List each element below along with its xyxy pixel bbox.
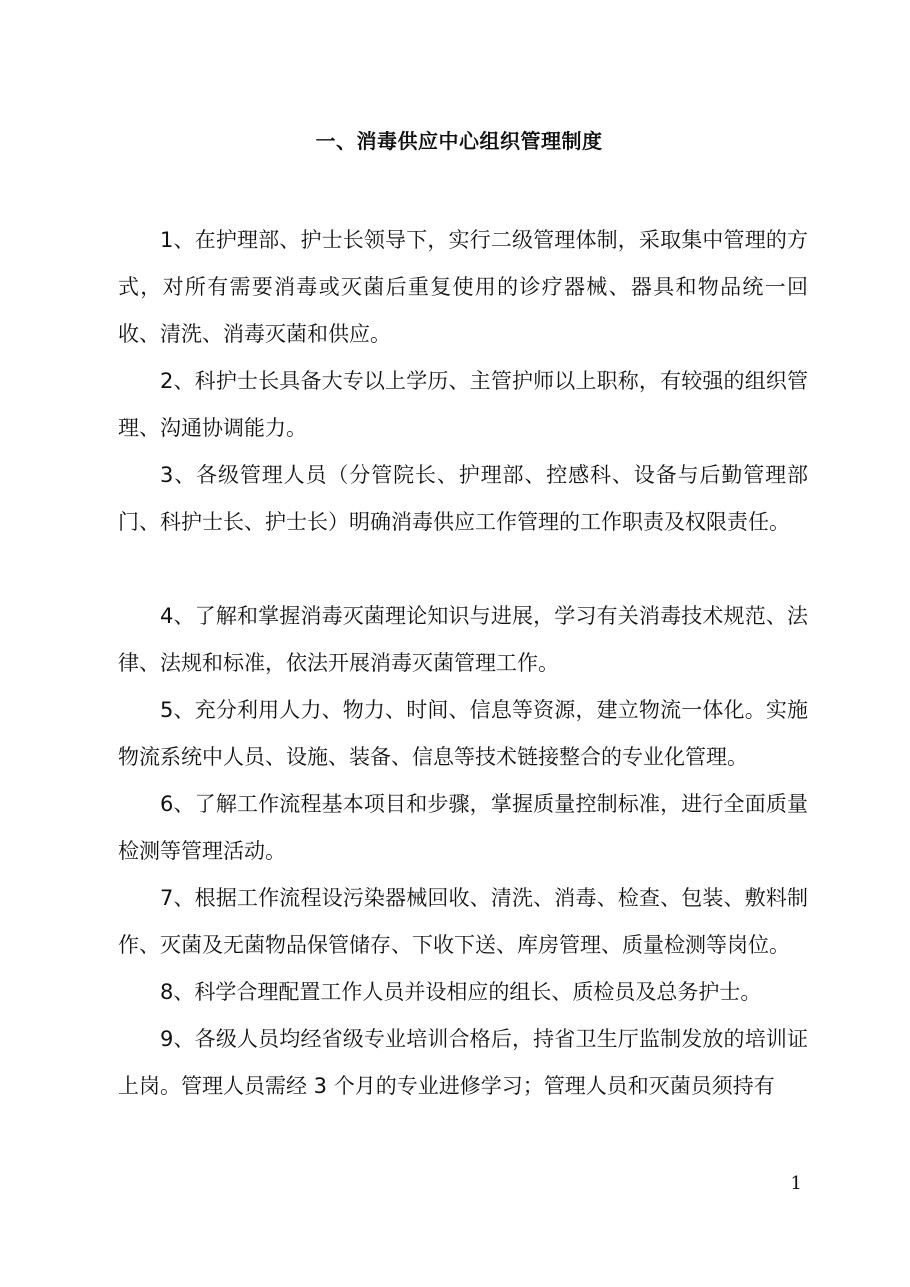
paragraph-2: 2、科护士长具备大专以上学历、主管护师以上职称，有较强的组织管理、沟通协调能力。 <box>118 369 808 440</box>
blank-line <box>118 546 808 593</box>
paragraph-5: 5、充分利用人力、物力、时间、信息等资源，建立物流一体化。实施物流系统中人员、设施、装备、信息等技术链接整合的专业化管理。 <box>118 698 808 769</box>
document-body <box>118 217 808 1110</box>
paragraph-6: 6、了解工作流程基本项目和步骤，掌握质量控制标准，进行全面质量检测等管理活动。 <box>118 792 808 863</box>
paragraph-3: 3、各级管理人员（分管院长、护理部、控感科、设备与后勤管理部门、科护士长、护士长）明确消毒供应工作管理的工作职责及权限责任。 <box>118 463 808 534</box>
document-title: 一、消毒供应中心组织管理制度 <box>315 129 603 153</box>
paragraph-4: 4、了解和掌握消毒灭菌理论知识与进展，学习有关消毒技术规范、法律、法规和标准，依法开展消毒灭菌管理工作。 <box>118 604 808 675</box>
paragraph-7: 7、根据工作流程设污染器械回收、清洗、消毒、检查、包装、敷料制作、灭菌及无菌物品保管储存、下收下送、库房管理、质量检测等岗位。 <box>118 886 808 957</box>
paragraph-1: 1、在护理部、护士长领导下，实行二级管理体制，采取集中管理的方式，对所有需要消毒或灭菌后重复使用的诊疗器械、器具和物品统一回收、清洗、消毒灭菌和供应。 <box>118 228 808 346</box>
page-number: 1 <box>790 1173 802 1194</box>
paragraph-9: 9、各级人员均经省级专业培训合格后，持省卫生厅监制发放的培训证上岗。管理人员需经 3 个月的专业进修学习；管理人员和灭菌员须持有 <box>118 1027 808 1098</box>
paragraph-8: 8、科学合理配置工作人员并设相应的组长、质检员及总务护士。 <box>160 980 762 1004</box>
